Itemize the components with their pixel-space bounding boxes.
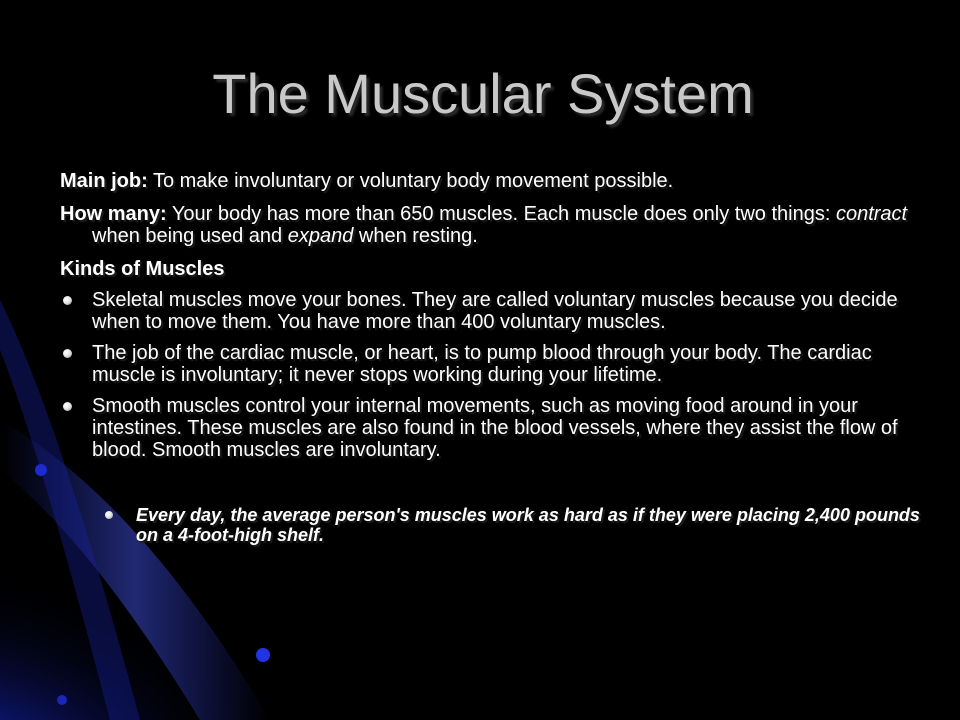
bullet-skeletal <box>60 289 920 333</box>
fact-bullet <box>105 505 920 545</box>
decor-dot <box>256 648 270 662</box>
decor-dot <box>57 695 67 705</box>
bullet-dot-icon <box>63 402 72 411</box>
main-job-paragraph <box>60 170 920 192</box>
how-many-text-3: when resting. <box>353 225 478 247</box>
bullet-smooth <box>60 395 920 461</box>
bullet-text: Skeletal muscles move your bones. They are called voluntary muscles because you decide when to move them. You have more than 400 voluntary muscles. <box>92 289 898 333</box>
bullet-dot-icon <box>63 296 72 305</box>
slide-body <box>60 170 920 545</box>
how-many-text-2: when being used and <box>92 225 288 247</box>
bullet-dot-icon <box>63 349 72 358</box>
slide-title: The Muscular System <box>212 62 754 125</box>
how-many-text-1: Your body has more than 650 muscles. Each muscle does only two things: <box>166 203 836 225</box>
bullet-text: Smooth muscles control your internal movements, such as moving food around in your intestines. These muscles are also found in the blood vessels, where they assist the flow of blood. Smooth muscles are involuntary. <box>92 395 898 461</box>
how-many-label: How many: <box>60 203 167 225</box>
bullet-dot-icon <box>105 511 113 519</box>
bullet-text: The job of the cardiac muscle, or heart, is to pump blood through your body. The cardiac muscle is involuntary; it never stops working during your lifetime. <box>92 342 872 386</box>
bullet-cardiac <box>60 342 920 386</box>
decor-dot <box>35 464 47 476</box>
kinds-heading: Kinds of Muscles <box>60 258 225 280</box>
fact-text: Every day, the average person's muscles work as hard as if they were placing 2,400 pounds on a 4-foot-high shelf. <box>136 505 920 545</box>
main-job-text: To make involuntary or voluntary body movement possible. <box>147 170 674 192</box>
contract-emphasis: contract <box>835 203 908 225</box>
main-job-label: Main job: <box>60 170 148 192</box>
how-many-paragraph <box>60 203 920 247</box>
expand-emphasis: expand <box>287 225 354 247</box>
